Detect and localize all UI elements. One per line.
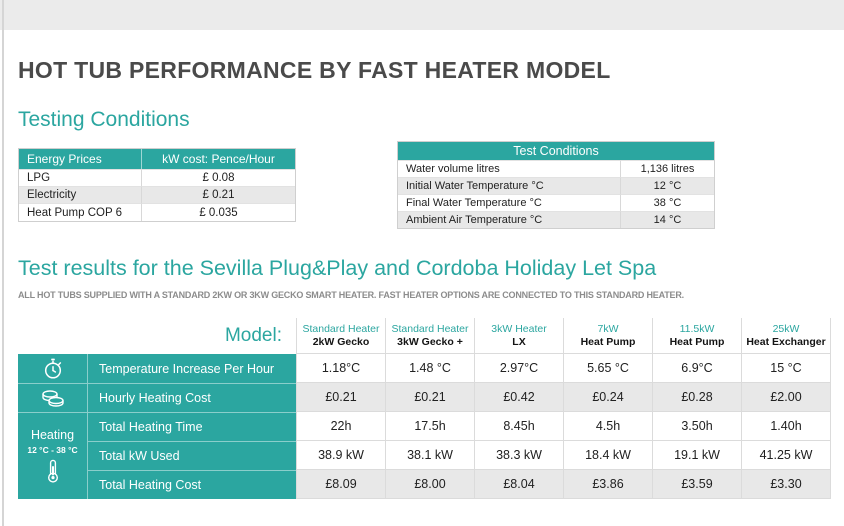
results-table <box>18 318 831 499</box>
page-content <box>0 30 844 499</box>
column-header-line1: 7kW <box>597 323 619 335</box>
energy-row-label: Electricity <box>19 186 141 203</box>
column-header <box>652 318 741 354</box>
result-cell: £0.28 <box>652 383 741 412</box>
result-cell: 17.5h <box>385 412 474 441</box>
energy-row-label: Heat Pump COP 6 <box>19 203 141 221</box>
result-cell: 38.9 kW <box>296 441 385 470</box>
test-condition-label: Water volume litres <box>398 160 620 177</box>
result-cell: 41.25 kW <box>741 441 830 470</box>
result-cell: 8.45h <box>474 412 563 441</box>
energy-prices-col2-header: kW cost: Pence/Hour <box>141 149 295 169</box>
result-cell: £0.21 <box>385 383 474 412</box>
test-condition-value: 38 °C <box>620 194 714 211</box>
result-cell: 5.65 °C <box>563 354 652 383</box>
result-cell: 19.1 kW <box>652 441 741 470</box>
row-label: Total kW Used <box>87 441 296 470</box>
energy-row-label: LPG <box>19 169 141 186</box>
column-header-line2: Heat Pump <box>669 336 725 348</box>
energy-row-value: £ 0.21 <box>141 186 295 203</box>
result-cell: £8.09 <box>296 470 385 499</box>
heating-group-cell <box>18 412 87 499</box>
energy-prices-col1-header: Energy Prices <box>19 149 141 169</box>
row-label: Temperature Increase Per Hour <box>87 354 296 383</box>
result-cell: £0.21 <box>296 383 385 412</box>
test-condition-value: 14 °C <box>620 211 714 228</box>
row-label: Total Heating Cost <box>87 470 296 499</box>
result-cell: £8.00 <box>385 470 474 499</box>
test-condition-value: 1,136 litres <box>620 160 714 177</box>
result-cell: £2.00 <box>741 383 830 412</box>
test-condition-label: Final Water Temperature °C <box>398 194 620 211</box>
result-cell: 1.18°C <box>296 354 385 383</box>
result-cell: £3.86 <box>563 470 652 499</box>
column-header <box>474 318 563 354</box>
result-cell: £0.24 <box>563 383 652 412</box>
result-cell: 1.48 °C <box>385 354 474 383</box>
column-header-line1: 11.5kW <box>679 323 715 335</box>
result-cell: £0.42 <box>474 383 563 412</box>
energy-prices-table <box>18 148 296 222</box>
test-condition-value: 12 °C <box>620 177 714 194</box>
column-header <box>741 318 830 354</box>
row-label: Total Heating Time <box>87 412 296 441</box>
test-conditions-table <box>397 141 715 229</box>
energy-row-value: £ 0.08 <box>141 169 295 186</box>
result-cell: 4.5h <box>563 412 652 441</box>
result-cell: 2.97°C <box>474 354 563 383</box>
column-header-line1: 25kW <box>772 323 800 335</box>
model-label: Model: <box>224 325 282 346</box>
thermometer-icon <box>46 458 60 484</box>
test-conditions-header: Test Conditions <box>398 142 714 160</box>
stopwatch-icon <box>18 354 87 383</box>
column-header <box>563 318 652 354</box>
coins-icon <box>18 383 87 412</box>
result-cell: 38.1 kW <box>385 441 474 470</box>
column-header <box>385 318 474 354</box>
energy-row-value: £ 0.035 <box>141 203 295 221</box>
page-title: HOT TUB PERFORMANCE BY FAST HEATER MODEL <box>18 57 611 83</box>
top-band <box>0 0 844 30</box>
results-heading: Test results for the Sevilla Plug&Play and Cordoba Holiday Let Spa <box>18 256 657 280</box>
row-label: Hourly Heating Cost <box>87 383 296 412</box>
column-header-line1: Standard Heater <box>302 323 380 335</box>
result-cell: 3.50h <box>652 412 741 441</box>
column-header-line1: Standard Heater <box>391 323 469 335</box>
test-condition-label: Ambient Air Temperature °C <box>398 211 620 228</box>
results-note: ALL HOT TUBS SUPPLIED WITH A STANDARD 2KW OR 3KW GECKO SMART HEATER. FAST HEATER OPTIONS ARE CONNECTED TO THIS STANDARD HEATER. <box>18 290 684 300</box>
result-cell: 6.9°C <box>652 354 741 383</box>
test-condition-label: Initial Water Temperature °C <box>398 177 620 194</box>
column-header-line2: Heat Exchanger <box>746 336 826 348</box>
result-cell: £8.04 <box>474 470 563 499</box>
result-cell: 15 °C <box>741 354 830 383</box>
column-header-line1: 3kW Heater <box>491 323 547 335</box>
testing-conditions-heading: Testing Conditions <box>18 108 190 131</box>
result-cell: 18.4 kW <box>563 441 652 470</box>
result-cell: 1.40h <box>741 412 830 441</box>
column-header-line2: 2kW Gecko <box>312 336 370 348</box>
column-header-line2: LX <box>512 336 526 348</box>
result-cell: £3.59 <box>652 470 741 499</box>
column-header-line2: Heat Pump <box>580 336 636 348</box>
heating-group-range: 12 °C - 38 °C <box>27 445 78 455</box>
heating-group-title: Heating <box>30 428 75 442</box>
result-cell: £3.30 <box>741 470 830 499</box>
column-header-line2: 3kW Gecko + <box>397 336 463 348</box>
conditions-row <box>18 141 844 229</box>
result-cell: 22h <box>296 412 385 441</box>
result-cell: 38.3 kW <box>474 441 563 470</box>
column-header <box>296 318 385 354</box>
